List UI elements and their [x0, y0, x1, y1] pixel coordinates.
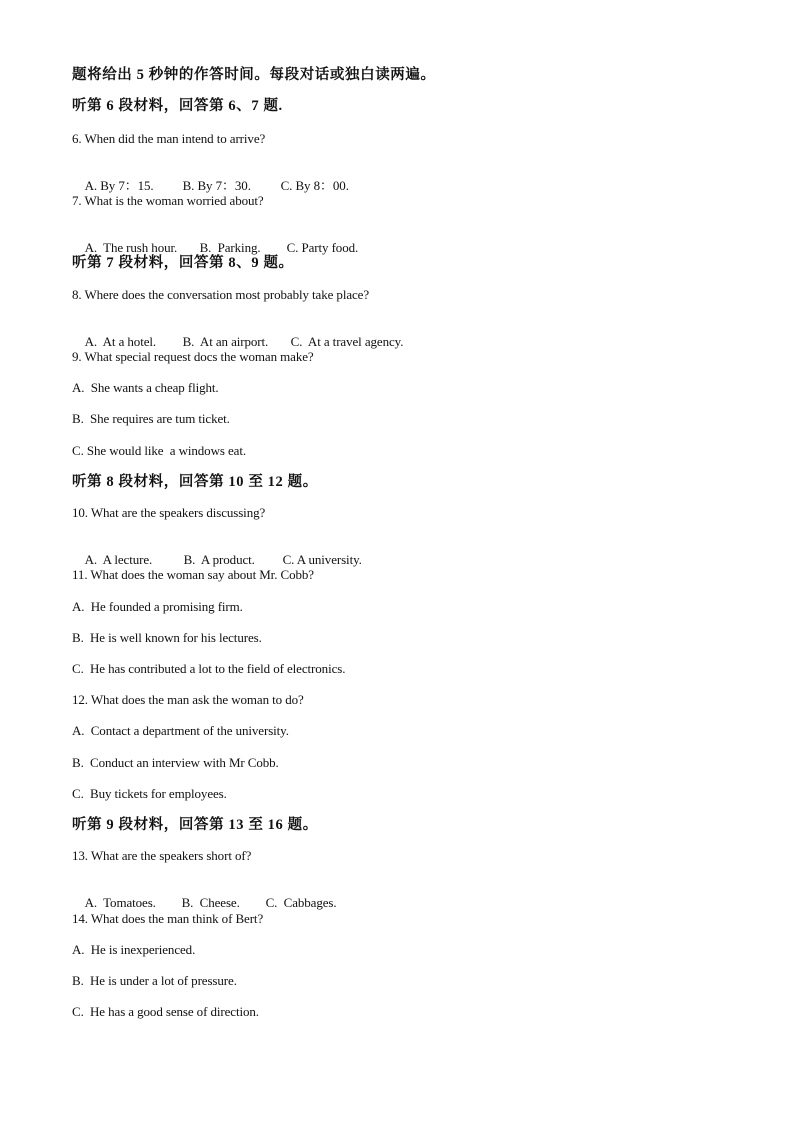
question-12-option-c: C. Buy tickets for employees. — [72, 786, 227, 801]
question-11-option-b: B. He is well known for his lectures. — [72, 630, 262, 645]
option-b: B. Cheese. — [181, 895, 240, 910]
question-14-option-c: C. He has a good sense of direction. — [72, 1004, 259, 1019]
question-9-option-c: C. She would like a windows eat. — [72, 443, 246, 458]
option-a: A. The rush hour. — [84, 240, 178, 255]
option-b: B. Parking. — [199, 240, 261, 255]
question-8-stem: 8. Where does the conversation most probably take place? — [72, 287, 370, 302]
intro-text: 题将给出 5 秒钟的作答时间。每段对话或独白读两遍。 — [72, 67, 436, 83]
option-c: C. At a travel agency. — [290, 334, 404, 349]
question-10-stem: 10. What are the speakers discussing? — [72, 505, 266, 520]
question-9-stem: 9. What special request docs the woman make? — [72, 349, 314, 364]
question-11-option-a: A. He founded a promising firm. — [72, 599, 243, 614]
question-9-option-b: B. She requires are tum ticket. — [72, 411, 230, 426]
option-b: B. By 7：30. — [182, 178, 251, 193]
section-heading: 听第 9 段材料，回答第 13 至 16 题。 — [72, 817, 318, 833]
question-6-stem: 6. When did the man intend to arrive? — [72, 131, 266, 146]
question-14-option-b: B. He is under a lot of pressure. — [72, 973, 237, 988]
question-14-option-a: A. He is inexperienced. — [72, 942, 196, 957]
question-11-stem: 11. What does the woman say about Mr. Cobb? — [72, 567, 314, 582]
question-9-option-a: A. She wants a cheap flight. — [72, 380, 219, 395]
section-heading: 听第 8 段材料，回答第 10 至 12 题。 — [72, 474, 318, 490]
option-a: A. A lecture. — [84, 552, 153, 567]
option-c: C. Party food. — [286, 240, 359, 255]
question-13-stem: 13. What are the speakers short of? — [72, 848, 252, 863]
option-c: C. A university. — [282, 552, 362, 567]
section-heading: 听第 6 段材料，回答第 6、7 题. — [72, 98, 283, 114]
option-a: A. At a hotel. — [84, 334, 157, 349]
option-c: C. By 8：00. — [280, 178, 349, 193]
question-11-option-c: C. He has contributed a lot to the field of electronics. — [72, 661, 346, 676]
option-b: B. A product. — [183, 552, 255, 567]
question-7-stem: 7. What is the woman worried about? — [72, 193, 264, 208]
question-14-stem: 14. What does the man think of Bert? — [72, 911, 264, 926]
question-12-option-a: A. Contact a department of the university. — [72, 723, 289, 738]
option-a: A. Tomatoes. — [84, 895, 156, 910]
question-12-option-b: B. Conduct an interview with Mr Cobb. — [72, 755, 279, 770]
option-b: B. At an airport. — [182, 334, 269, 349]
section-heading: 听第 7 段材料，回答第 8、9 题。 — [72, 255, 294, 271]
option-c: C. Cabbages. — [265, 895, 337, 910]
question-12-stem: 12. What does the man ask the woman to do? — [72, 692, 304, 707]
option-a: A. By 7：15. — [84, 178, 154, 193]
